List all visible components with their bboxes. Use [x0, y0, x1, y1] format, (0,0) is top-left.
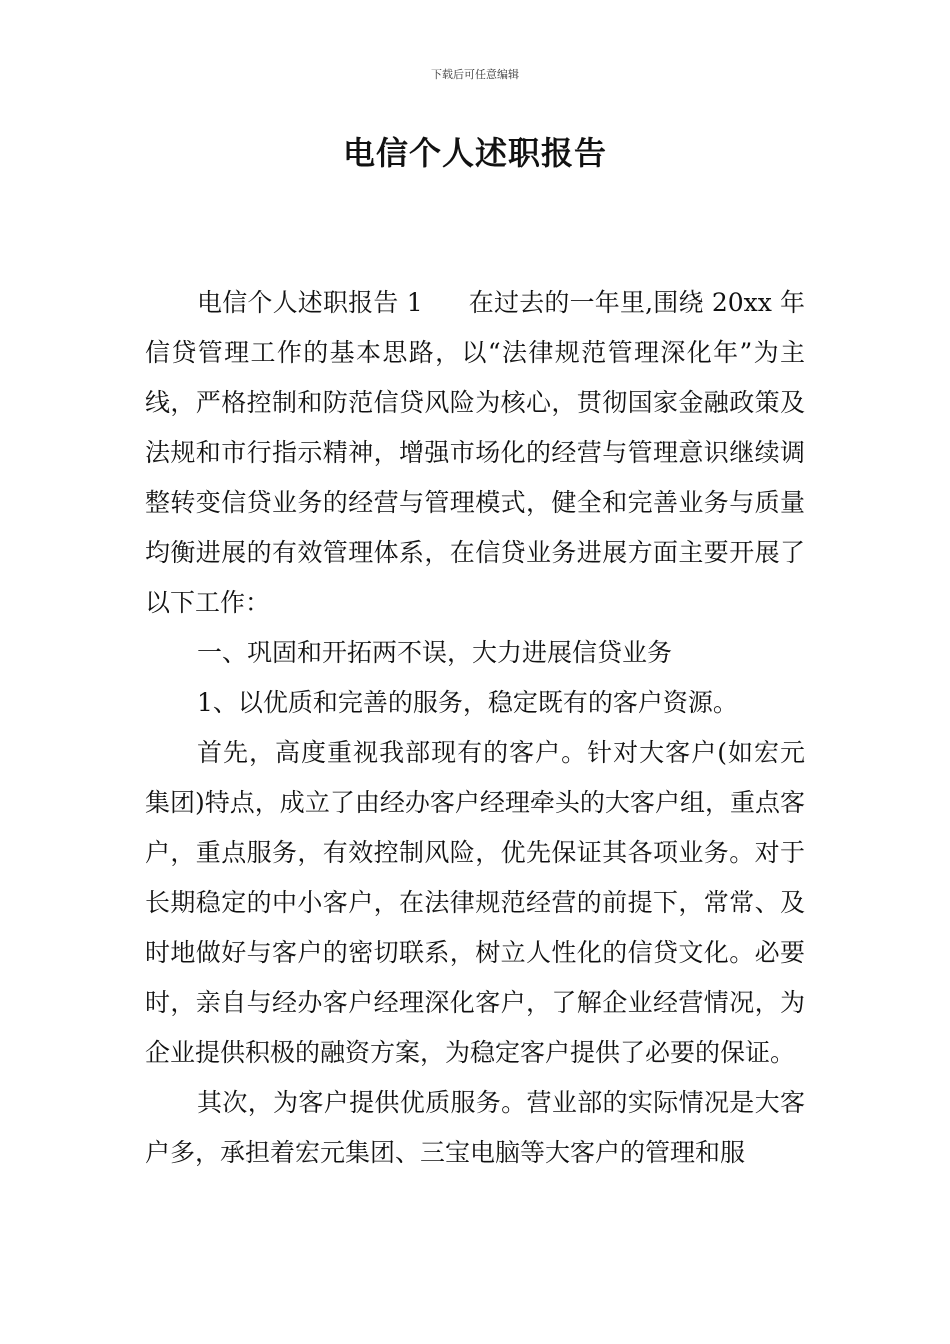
paragraph: 一、巩固和开拓两不误，大力进展信贷业务 [197, 638, 673, 667]
intro-label: 电信个人述职报告 1 [197, 288, 423, 317]
paragraph-intro [145, 278, 805, 628]
document-body [145, 278, 805, 1178]
paragraph: 首先，高度重视我部现有的客户。针对大客户(如宏元集团)特点，成立了由经办客户经理牵头的大客户组，重点客户，重点服务，有效控制风险，优先保证其各项业务。对于长期稳定的中小客户，在法律规范经营的前提下，常常、及时地做好与客户的密切联系，树立人性化的信贷文化。必要时，亲自与经办客户经理深化客户，了解企业经营情况，为企业提供积极的融资方案，为稳定客户提供了必要的保证。 [145, 738, 805, 1067]
paragraph: 其次，为客户提供优质服务。营业部的实际情况是大客户多，承担着宏元集团、三宝电脑等大客户的管理和服 [145, 1088, 805, 1167]
document-title: 电信个人述职报告 [342, 134, 607, 172]
paragraph: 1、以优质和完善的服务，稳定既有的客户资源。 [197, 688, 738, 717]
paragraph-text: 在过去的一年里,围绕 20xx 年信贷管理工作的基本思路，以“法律规范管理深化年”为主线，严格控制和防范信贷风险为核心，贯彻国家金融政策及法规和市行指示精神，增强市场化的经营与管理意识继续调整转变信贷业务的经营与管理模式，健全和完善业务与质量均衡进展的有效管理体系，在信贷业务进展方面主要开展了以下工作： [145, 288, 805, 617]
header-note: 下载后可任意编辑 [431, 68, 519, 81]
